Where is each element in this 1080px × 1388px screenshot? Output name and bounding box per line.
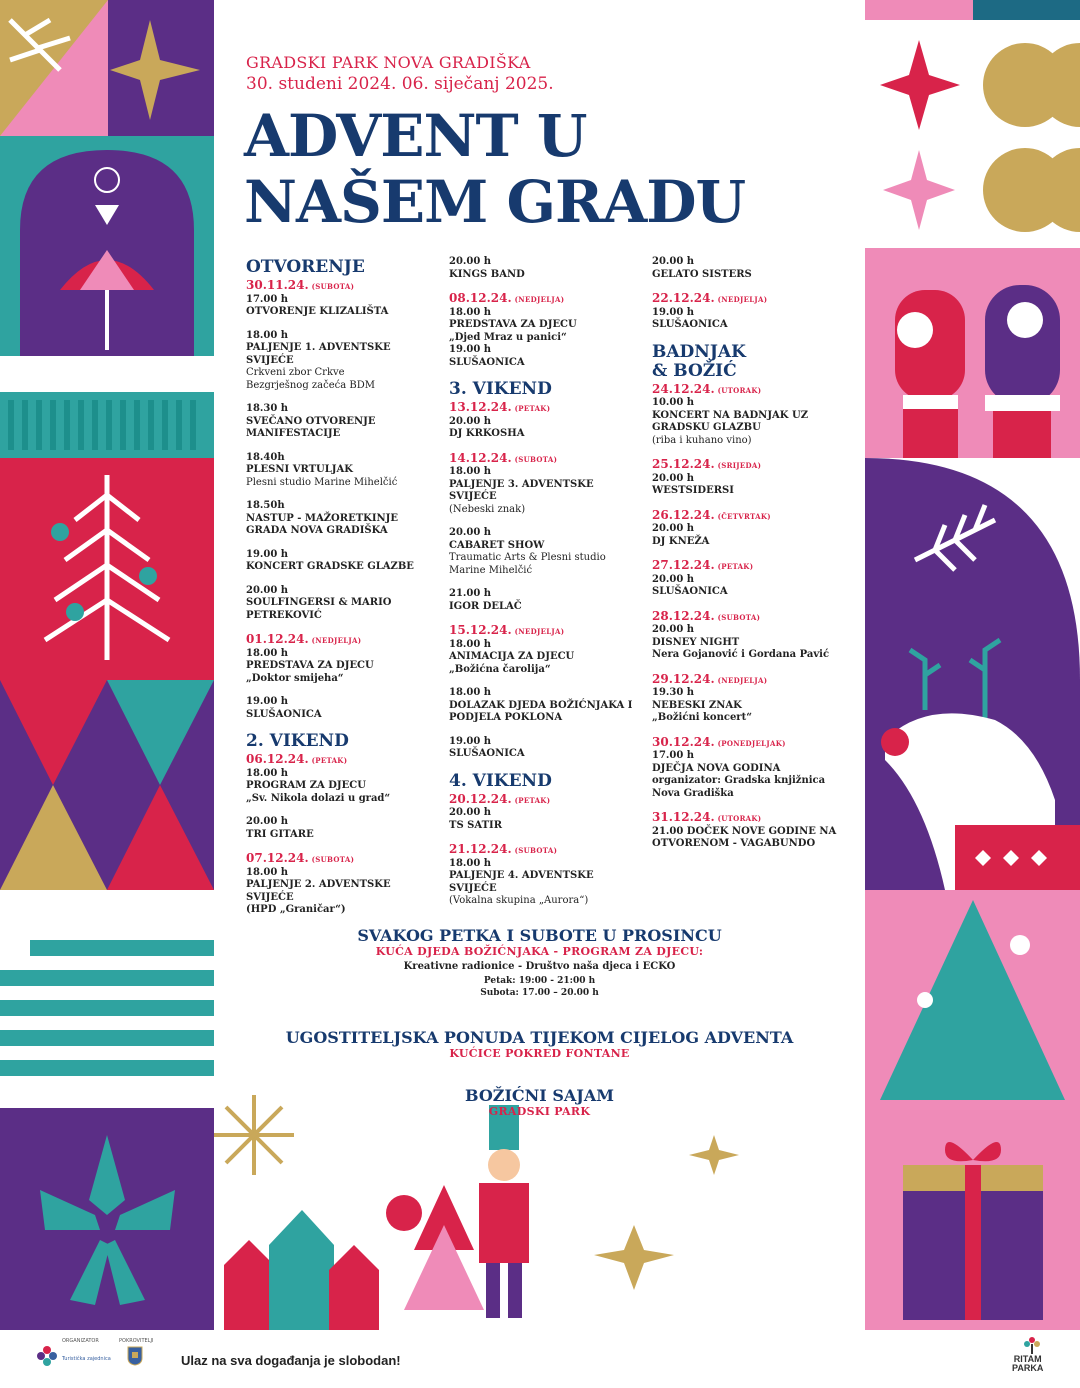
- event-desc: Plesni studio Marine Mihelčić: [246, 476, 398, 488]
- event-desc: Nova Gradiška: [652, 787, 734, 799]
- event-time: 19.00 h: [246, 696, 289, 707]
- event-desc: organizator: Gradska knjižnica: [652, 775, 826, 786]
- section-heading: 2. VIKEND: [246, 731, 349, 751]
- event-title: PALJENJE 3. ADVENTSKE SVIJEĆE: [449, 478, 594, 502]
- weekly-note: Kreativne radionice - Društvo naša djeca i ECKO: [403, 961, 676, 972]
- event-date: 15.12.24.: [449, 623, 512, 637]
- event-title: PREDSTAVA ZA DJECU: [246, 660, 374, 671]
- event-time: 18.00 h: [246, 866, 289, 878]
- event-date: 29.12.24.: [652, 671, 715, 686]
- tourist-board-label: Turistička zajednica: [62, 1356, 111, 1362]
- event-title: MANIFESTACIJE: [246, 428, 341, 439]
- organizer-label: ORGANIZATOR: [62, 1338, 99, 1344]
- event-title: PETREKOVIĆ: [246, 609, 322, 621]
- event-title: KONCERT NA BADNJAK UZ: [652, 409, 809, 421]
- right-pattern-art: [865, 0, 1080, 1330]
- event-day: (UTORAK): [717, 814, 762, 823]
- event-time: 18.00 h: [246, 647, 289, 659]
- left-pattern-art: [0, 0, 214, 1330]
- event-title: GRADA NOVA GRADIŠKA: [246, 525, 388, 536]
- event-item: [652, 624, 852, 662]
- catering-heading: UGOSTITELJSKA PONUDA TIJEKOM CIJELOG ADVENTA: [285, 1028, 794, 1047]
- event-date: 25.12.24.: [652, 457, 715, 471]
- event-date: 26.12.24.: [652, 507, 715, 522]
- logo-line-1: RITAM: [1013, 1354, 1042, 1364]
- event-desc: „Doktor smijeha“: [246, 672, 344, 684]
- section-heading: OTVORENJE: [246, 257, 365, 277]
- weekly-subheading: KUĆA DJEDA BOŽIĆNJAKA - PROGRAM ZA DJECU:: [375, 945, 704, 958]
- event-item: [246, 452, 441, 490]
- event-item: [449, 416, 644, 441]
- event-item: [449, 466, 644, 516]
- event-desc: „Sv. Nikola dolazi u grad“: [246, 792, 391, 804]
- event-title: NASTUP - MAŽORETKINJE: [246, 512, 398, 524]
- tourist-board-logo-icon: [36, 1345, 58, 1367]
- event-day: (SUBOTA): [311, 282, 355, 291]
- event-date: 08.12.24.: [449, 291, 512, 305]
- logo-line-2: PARKA: [1012, 1363, 1044, 1373]
- event-title: PALJENJE 1. ADVENTSKE SVIJEĆE: [246, 342, 391, 366]
- section-heading-line: BADNJAK: [652, 341, 746, 362]
- event-day: (PETAK): [311, 756, 348, 765]
- event-time: 20.00 h: [449, 527, 492, 538]
- section-heading-line: & BOŽIĆ: [652, 360, 737, 381]
- dates-label: 30. studeni 2024. 06. siječanj 2025.: [246, 74, 554, 94]
- event-title: SLUŠAONICA: [449, 356, 525, 368]
- event-date: 13.12.24.: [449, 400, 512, 414]
- event-item: [246, 294, 441, 319]
- event-day: (PETAK): [514, 404, 551, 413]
- event-time: 18.00 h: [449, 306, 492, 318]
- event-date: 30.11.24.: [246, 278, 309, 292]
- event-date: 20.12.24.: [449, 791, 512, 806]
- event-item: [449, 858, 644, 908]
- event-day: (NEDJELJA): [514, 627, 565, 636]
- event-item: [246, 403, 441, 441]
- right-decoration: [865, 0, 1080, 1330]
- event-day: (PETAK): [514, 795, 551, 805]
- event-title: SLUŠAONICA: [652, 586, 728, 597]
- event-item: [449, 687, 644, 725]
- event-day: (NEDJELJA): [311, 636, 362, 645]
- event-title: TRI GITARE: [246, 828, 314, 840]
- event-date: 01.12.24.: [246, 632, 309, 646]
- event-item: [449, 639, 644, 677]
- footer: [0, 1330, 1080, 1388]
- event-time: 18.00 h: [246, 767, 289, 779]
- event-title: KONCERT GRADSKE GLAZBE: [246, 561, 414, 572]
- event-title: PODJELA POKLONA: [449, 712, 563, 723]
- event-time: 20.00 h: [652, 624, 695, 635]
- weekly-program-block: [214, 926, 865, 999]
- event-date: 30.12.24.: [652, 734, 715, 749]
- fair-subheading: GRADSKI PARK: [488, 1105, 591, 1118]
- event-title: SLUŠAONICA: [652, 319, 728, 330]
- event-item: [652, 397, 852, 447]
- page-title: [244, 103, 745, 235]
- event-title: ANIMACIJA ZA DJECU: [449, 651, 575, 662]
- event-item: [652, 256, 852, 281]
- event-time: 18.00 h: [449, 857, 492, 869]
- event-title: SLUŠAONICA: [246, 708, 322, 720]
- fair-block: [214, 1086, 865, 1118]
- event-title: 21.00 DOČEK NOVE GODINE NA: [652, 825, 837, 837]
- program-column-2: [449, 256, 644, 919]
- event-time: 18.00 h: [449, 638, 492, 650]
- event-item: [246, 500, 441, 538]
- event-title: GELATO SISTERS: [652, 268, 752, 280]
- event-time: 21.00 h: [449, 588, 492, 599]
- event-date: 06.12.24.: [246, 752, 309, 766]
- title-line-1: ADVENT U: [244, 102, 587, 170]
- event-title: CABARET SHOW: [449, 539, 545, 551]
- weekly-time-friday: Petak: 19:00 - 21:00 h: [483, 976, 596, 986]
- section-heading: [652, 343, 852, 381]
- event-desc: „Božićni koncert“: [652, 712, 752, 723]
- event-item: [652, 523, 852, 548]
- event-desc: Marine Mihelčić: [449, 564, 533, 576]
- weekly-heading: SVAKOG PETKA I SUBOTE U PROSINCU: [357, 926, 722, 945]
- sponsors-label: POKROVITELJI: [119, 1338, 154, 1344]
- left-decoration: [0, 0, 214, 1330]
- program-column-1: [246, 256, 441, 928]
- event-item: [246, 585, 441, 623]
- event-date: 14.12.24.: [449, 450, 512, 465]
- event-desc: „Djed Mraz u panici“: [449, 331, 567, 343]
- catering-block: [214, 1028, 865, 1060]
- event-time: 20.00 h: [652, 472, 695, 484]
- event-item: [652, 687, 852, 725]
- weekly-time-saturday: Subota: 17.00 – 20.00 h: [480, 988, 599, 998]
- event-desc: Crkveni zbor Crkve: [246, 367, 345, 378]
- event-item: [246, 648, 441, 686]
- event-time: 20.00 h: [652, 573, 695, 585]
- section-heading: 4. VIKEND: [449, 770, 552, 791]
- bottom-decoration: [214, 1095, 865, 1330]
- event-desc: Traumatic Arts & Plesni studio: [449, 552, 606, 563]
- event-time: 19.00 h: [449, 344, 492, 355]
- event-title: GRADSKU GLAZBU: [652, 422, 761, 433]
- event-item: [246, 330, 441, 393]
- event-title: SOULFINGERSI & MARIO: [246, 597, 392, 608]
- event-title: TS SATIR: [449, 819, 503, 831]
- event-title: KINGS BAND: [449, 268, 525, 280]
- event-desc: (Nebeski znak): [449, 503, 526, 515]
- event-title: PLESNI VRTULJAK: [246, 464, 353, 475]
- event-title: IGOR DELAČ: [449, 600, 522, 612]
- venue-label: GRADSKI PARK NOVA GRADIŠKA: [246, 53, 531, 72]
- event-date: 07.12.24.: [246, 851, 309, 865]
- event-time: 20.00 h: [652, 256, 695, 267]
- event-time: 18.50h: [246, 500, 285, 511]
- event-item: [652, 574, 852, 599]
- event-day: (SUBOTA): [717, 612, 761, 622]
- event-title: DOLAZAK DJEDA BOŽIĆNJAKA I: [449, 699, 633, 711]
- event-time: 19.00 h: [246, 548, 289, 560]
- event-title: DISNEY NIGHT: [652, 636, 740, 648]
- event-item: [246, 816, 441, 841]
- event-title: OTVORENOM - VAGABUNDO: [652, 838, 816, 849]
- event-title: NEBESKI ZNAK: [652, 699, 742, 711]
- event-day: (SRIJEDA): [717, 461, 762, 470]
- event-date: 31.12.24.: [652, 810, 715, 824]
- ritam-parka-logo: [1012, 1355, 1043, 1373]
- event-time: 20.00 h: [652, 523, 695, 534]
- event-day: (NEDJELJA): [717, 295, 768, 304]
- fair-heading: BOŽIĆNI SAJAM: [465, 1086, 614, 1105]
- event-title: WESTSIDERSI: [652, 485, 734, 496]
- event-desc: „Božićna čarolija“: [449, 663, 551, 675]
- event-time: 19.00 h: [652, 306, 695, 318]
- section-heading: 3. VIKEND: [449, 379, 552, 399]
- event-date: 28.12.24.: [652, 608, 715, 623]
- event-time: 18.30 h: [246, 403, 289, 414]
- event-time: 20.00 h: [246, 584, 289, 596]
- event-item: [652, 826, 852, 851]
- event-item: [449, 807, 644, 832]
- event-time: 20.00 h: [449, 807, 492, 818]
- event-title: DJEČJA NOVA GODINA: [652, 762, 781, 774]
- event-item: [449, 256, 644, 281]
- event-desc: (HPD „Graničar“): [246, 904, 346, 915]
- event-time: 17.00 h: [246, 293, 289, 305]
- event-day: (SUBOTA): [514, 846, 558, 855]
- event-time: 19.00 h: [449, 735, 492, 747]
- event-title: DJ KRKOSHA: [449, 428, 525, 439]
- event-day: (PETAK): [717, 562, 754, 571]
- event-time: 18.40h: [246, 451, 285, 463]
- event-title: SLUŠAONICA: [449, 748, 525, 759]
- event-title: PREDSTAVA ZA DJECU: [449, 319, 577, 330]
- event-time: 19.30 h: [652, 687, 695, 698]
- event-time: 18.00 h: [449, 466, 492, 477]
- event-desc: (riba i kuhano vino): [652, 434, 752, 446]
- event-item: [449, 736, 644, 761]
- event-time: 20.00 h: [449, 415, 492, 427]
- event-time: 20.00 h: [449, 256, 492, 267]
- event-date: 24.12.24.: [652, 381, 715, 396]
- event-item: [449, 527, 644, 577]
- event-desc: Nera Gojanović i Gordana Pavić: [652, 649, 830, 660]
- event-day: (SUBOTA): [514, 454, 558, 464]
- event-item: [246, 549, 441, 574]
- event-date: 22.12.24.: [652, 291, 715, 305]
- event-title: OTVORENJE KLIZALIŠTA: [246, 306, 389, 317]
- event-day: (SUBOTA): [311, 855, 355, 864]
- event-title: PALJENJE 2. ADVENTSKE SVIJEĆE: [246, 879, 391, 903]
- event-item: [652, 473, 852, 498]
- event-title: DJ KNEŽA: [652, 535, 710, 547]
- event-item: [449, 588, 644, 613]
- event-day: (NEDJELJA): [717, 675, 768, 685]
- event-day: (PONEDJELJAK): [717, 738, 786, 748]
- event-day: (ČETVRTAK): [717, 511, 771, 521]
- event-item: [449, 307, 644, 370]
- event-item: [652, 750, 852, 800]
- event-day: (NEDJELJA): [514, 295, 565, 304]
- event-desc: (Vokalna skupina „Aurora“): [449, 895, 589, 906]
- event-time: 20.00 h: [246, 816, 289, 827]
- event-item: [246, 696, 441, 721]
- bottom-scene-art: [214, 1095, 865, 1330]
- ritam-parka-logo-icon: [1022, 1336, 1042, 1354]
- event-item: [246, 867, 441, 917]
- program-column-3: [652, 256, 852, 862]
- event-time: 17.00 h: [652, 750, 695, 761]
- event-item: [246, 768, 441, 806]
- event-time: 10.00 h: [652, 397, 695, 408]
- event-date: 21.12.24.: [449, 842, 512, 856]
- title-line-2: NAŠEM GRADU: [244, 168, 746, 236]
- event-title: PROGRAM ZA DJECU: [246, 780, 366, 791]
- free-entry-note: Ulaz na sva događanja je slobodan!: [181, 1353, 401, 1368]
- event-desc: Bezgrješnog začeća BDM: [246, 379, 376, 391]
- event-time: 18.00 h: [246, 329, 289, 341]
- event-title: PALJENJE 4. ADVENTSKE SVIJEĆE: [449, 870, 594, 894]
- event-day: (UTORAK): [717, 385, 762, 395]
- event-date: 27.12.24.: [652, 558, 715, 572]
- event-time: 18.00 h: [449, 687, 492, 698]
- city-coat-of-arms-icon: [127, 1346, 143, 1366]
- event-title: SVEČANO OTVORENJE: [246, 415, 376, 427]
- event-item: [652, 307, 852, 332]
- catering-subheading: KUĆICE POKRED FONTANE: [449, 1047, 630, 1060]
